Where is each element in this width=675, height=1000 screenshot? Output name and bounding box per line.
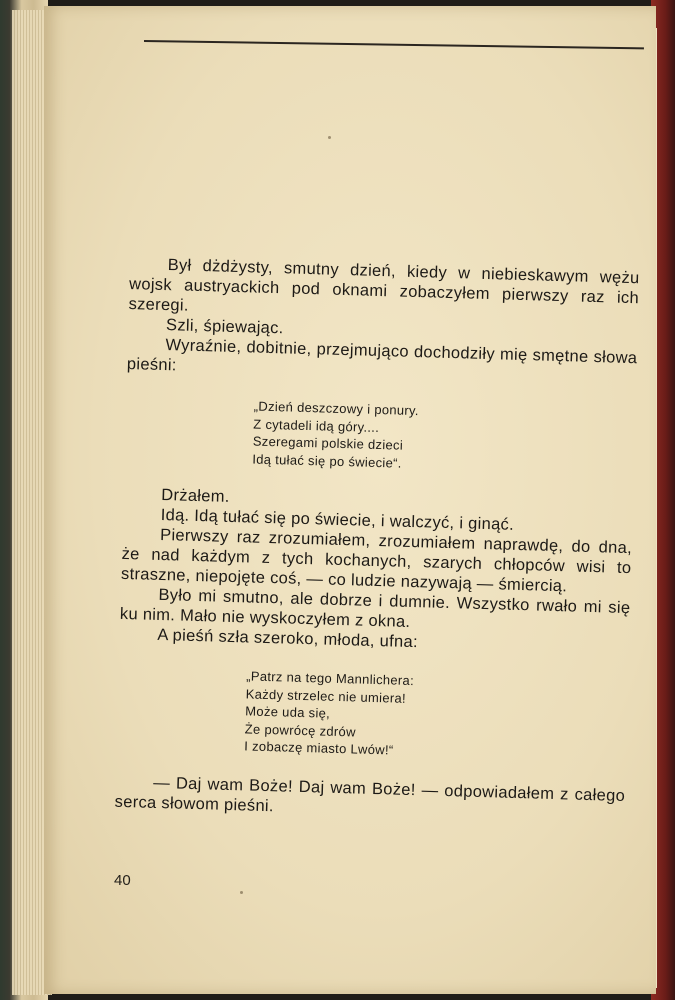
verse-line: I zobaczę miasto Lwów!“ bbox=[244, 738, 394, 758]
paragraph: Wyraźnie, dobitnie, przejmująco dochodziły mię smętne słowa pieśni: bbox=[126, 336, 638, 375]
verse-line: „Patrz na tego Mannlichera: bbox=[246, 668, 415, 689]
verse-line: Każdy strzelec nie umiera! bbox=[245, 685, 407, 706]
paragraph: Pierwszy raz zrozumiałem, zrozumiałem naprawdę, do dna, że nad każdym z tych kochanych, szarych chłopców wisi to straszne, niepojęte coś, — co ludzie nazywają — śmiercią. bbox=[120, 525, 633, 596]
page-number: 40 bbox=[114, 872, 131, 889]
song-verse bbox=[124, 394, 636, 478]
paragraph: Był dżdżysty, smutny dzień, kiedy w niebieskawym wężu wojsk austryackich pod oknami zobaczyłem pierwszy raz ich szeregi. bbox=[128, 256, 640, 315]
paragraph: — Daj wam Boże! Daj wam Boże! — odpowiadałem z całego serca słowom pieśni. bbox=[114, 773, 626, 815]
paragraph: A pieśń szła szeroko, młoda, ufna: bbox=[157, 625, 419, 652]
paper-speck bbox=[240, 891, 243, 894]
verse-line: Idą tułać się po świecie“. bbox=[252, 450, 402, 471]
verse-line: Może uda się, bbox=[245, 703, 331, 721]
song-verse bbox=[116, 664, 628, 766]
paper-speck bbox=[328, 136, 331, 139]
paragraph: Drżałem. bbox=[161, 485, 230, 506]
paragraph: Było mi smutno, ale dobrze i dumnie. Wszystko rwało mi się ku nim. Mało nie wyskoczyłem z okna. bbox=[119, 585, 631, 631]
header-rule bbox=[144, 40, 644, 49]
verse-line: Z cytadeli idą góry.... bbox=[253, 416, 380, 435]
paragraph: Idą. Idą tułać się po świecie, i walczyć, i ginąć. bbox=[160, 505, 515, 534]
verse-line: „Dzień deszczowy i ponury. bbox=[253, 398, 420, 419]
verse-line: Że powrócę zdrów bbox=[244, 720, 356, 739]
paragraph: Szli, śpiewając. bbox=[165, 316, 284, 338]
verse-line: Szeregami polskie dzieci bbox=[252, 433, 404, 453]
page-sheet bbox=[44, 6, 656, 994]
page-text bbox=[114, 254, 639, 826]
